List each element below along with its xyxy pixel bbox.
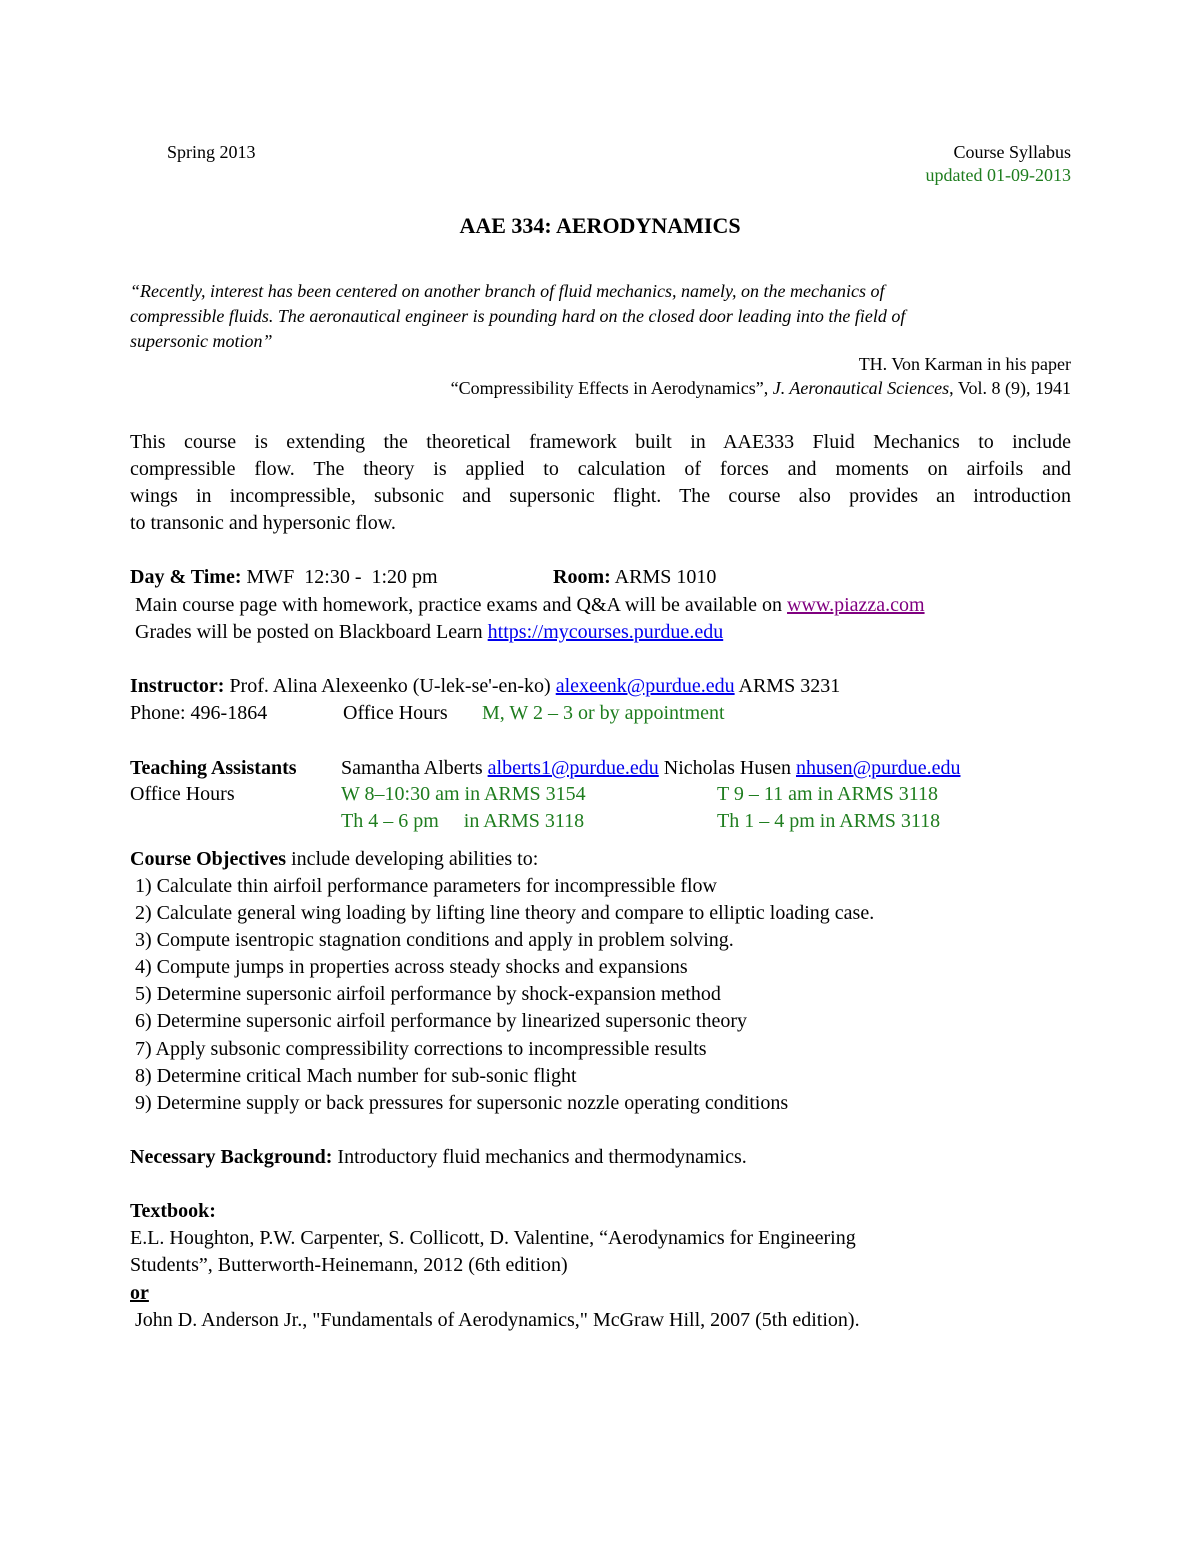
textbook-1-line-1: E.L. Houghton, P.W. Carpenter, S. Collicott, D. Valentine, “Aerodynamics for Engineering — [130, 1227, 856, 1249]
ta1-hours: W 8–10:30 am in ARMS 3154 — [341, 783, 586, 805]
blackboard-link[interactable]: https://mycourses.purdue.edu — [487, 621, 724, 643]
ta-office-hours-label: Office Hours — [130, 783, 235, 805]
quote-source-journal: J. Aeronautical Sciences — [772, 378, 950, 398]
ta2-hours: Th 1 – 4 pm in ARMS 3118 — [717, 810, 941, 832]
day-time-value: MWF 12:30 - 1:20 pm — [246, 566, 438, 588]
instructor-office: ARMS 3231 — [734, 675, 841, 697]
piazza-row — [135, 592, 925, 619]
instructor-office-hours: M, W 2 – 3 or by appointment — [482, 702, 725, 724]
course-description — [130, 429, 1071, 537]
objective-item: 2) Calculate general wing loading by lifting line theory and compare to elliptic loading case. — [135, 902, 875, 924]
quote-author: TH. Von Karman in his paper — [858, 354, 1071, 374]
objectives-label: Course Objectives — [130, 848, 287, 870]
background-label: Necessary Background: — [130, 1146, 333, 1168]
instructor-label: Instructor: — [130, 675, 225, 697]
textbook-2: John D. Anderson Jr., "Fundamentals of Aerodynamics," McGraw Hill, 2007 (5th edition). — [135, 1309, 860, 1331]
instructor-name: Prof. Alina Alexeenko (U-lek-se'-en-ko) — [229, 675, 556, 697]
objective-item: 4) Compute jumps in properties across steady shocks and expansions — [135, 956, 688, 978]
piazza-link[interactable]: www.piazza.com — [787, 594, 925, 616]
objective-item: 5) Determine supersonic airfoil performance by shock-expansion method — [135, 983, 721, 1005]
ta-label: Teaching Assistants — [130, 757, 297, 779]
page-title: AAE 334: AERODYNAMICS — [459, 213, 741, 238]
instructor-row — [130, 673, 840, 700]
description-line: to transonic and hypersonic flow. — [130, 512, 396, 534]
room-value: ARMS 1010 — [614, 566, 717, 588]
objective-item: 9) Determine supply or back pressures for supersonic nozzle operating conditions — [135, 1092, 789, 1114]
term-label: Spring 2013 — [167, 142, 256, 162]
objectives-heading — [130, 846, 538, 873]
instructor-phone: Phone: 496-1864 — [130, 702, 268, 724]
day-time-label: Day & Time: — [130, 566, 242, 588]
objective-item: 6) Determine supersonic airfoil performance by linearized supersonic theory — [135, 1010, 747, 1032]
ta1-name: Samantha Alberts — [341, 757, 488, 779]
ta2-email-link[interactable]: nhusen@purdue.edu — [796, 757, 961, 779]
textbook-or: or — [130, 1282, 149, 1304]
quote-line-1: “Recently, interest has been centered on another branch of fluid mechanics, namely, on the mechanics of — [130, 281, 885, 301]
day-time-row — [130, 564, 438, 591]
description-line: compressible flow. The theory is applied to calculation of forces and moments on airfoils and — [130, 458, 1071, 480]
objectives-intro: include developing abilities to: — [286, 848, 539, 870]
objective-item: 1) Calculate thin airfoil performance parameters for incompressible flow — [135, 875, 717, 897]
ta2-hours: T 9 – 11 am in ARMS 3118 — [717, 783, 938, 805]
instructor-email-link[interactable]: alexeenk@purdue.edu — [555, 675, 735, 697]
updated-date: updated 01-09-2013 — [925, 165, 1071, 185]
doc-type-label: Course Syllabus — [953, 142, 1071, 162]
textbook-label: Textbook: — [130, 1200, 216, 1222]
quote-source-title: “Compressibility Effects in Aerodynamics”, — [450, 378, 773, 398]
instructor-office-hours-label: Office Hours — [343, 702, 448, 724]
objective-item: 7) Apply subsonic compressibility corrections to incompressible results — [135, 1038, 707, 1060]
background-value: Introductory fluid mechanics and thermodynamics. — [332, 1146, 747, 1168]
ta-row — [341, 755, 961, 782]
grades-text: Grades will be posted on Blackboard Learn — [135, 621, 488, 643]
description-line: This course is extending the theoretical framework built in AAE333 Fluid Mechanics to include — [130, 431, 1071, 453]
objective-item: 3) Compute isentropic stagnation conditions and apply in problem solving. — [135, 929, 734, 951]
background-row — [130, 1144, 747, 1171]
quote-line-2: compressible fluids. The aeronautical engineer is pounding hard on the closed door leading into the field of — [130, 306, 906, 326]
quote-source-rest: , Vol. 8 (9), 1941 — [949, 378, 1071, 398]
textbook-1-line-2: Students”, Butterworth-Heinemann, 2012 (6th edition) — [130, 1254, 568, 1276]
objective-item: 8) Determine critical Mach number for sub-sonic flight — [135, 1065, 577, 1087]
piazza-text: Main course page with homework, practice exams and Q&A will be available on — [135, 594, 788, 616]
ta1-hours: Th 4 – 6 pm in ARMS 3118 — [341, 810, 585, 832]
quote-line-3: supersonic motion” — [130, 331, 273, 351]
room-row — [553, 564, 716, 591]
room-label: Room: — [553, 566, 611, 588]
grades-row — [135, 619, 723, 646]
ta2-name: Nicholas Husen — [658, 757, 796, 779]
quote-source — [451, 378, 1071, 399]
ta1-email-link[interactable]: alberts1@purdue.edu — [487, 757, 659, 779]
description-line: wings in incompressible, subsonic and supersonic flight. The course also provides an introduction — [130, 485, 1071, 507]
